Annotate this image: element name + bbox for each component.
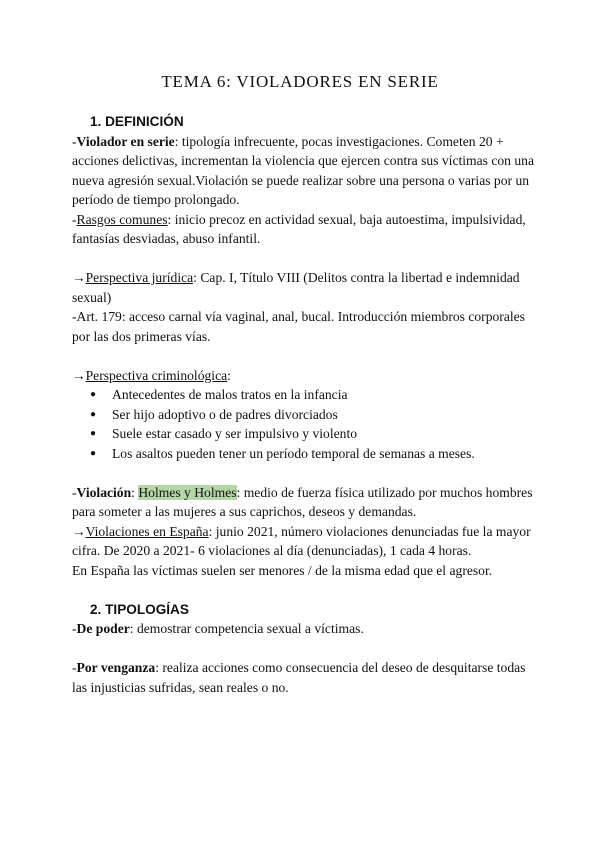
venganza-text: : realiza acciones como consecuencia del deseo de desquitarse todas las injusticias sufridas, sean reales o no. [72, 660, 526, 695]
paragraph-perspectiva-criminologica [72, 366, 534, 386]
term-violacion: Violación [76, 484, 132, 500]
term-rasgos-comunes: Rasgos comunes [76, 211, 168, 227]
dash: - [72, 133, 77, 149]
dash: - [72, 211, 77, 227]
juridica-text: : Cap. I, Título VIII (Delitos contra la libertad e indemnidad sexual) [72, 270, 520, 305]
paragraph-por-venganza [72, 658, 534, 697]
document-title: TEMA 6: VIOLADORES EN SERIE [161, 72, 439, 91]
section-heading-definicion: 1. DEFINICIÓN [90, 114, 184, 129]
list-item: ● Suele estar casado y ser impulsivo y violento [112, 424, 534, 444]
dash: - [72, 484, 77, 500]
paragraph-violaciones-espana [72, 522, 534, 561]
arrow-icon: → [72, 523, 86, 539]
term-perspectiva-criminologica: Perspectiva criminológica [85, 367, 228, 383]
paragraph-art-179: -Art. 179: acceso carnal vía vaginal, anal, bucal. Introducción miembros corporales por las dos primeras vías. [72, 309, 525, 344]
term-de-poder: De poder [76, 621, 130, 636]
separator: : [131, 484, 139, 500]
arrow-icon: → [72, 367, 86, 383]
list-item: ● Los asaltos pueden tener un período temporal de semanas a meses. [112, 444, 534, 464]
list-item: ● Ser hijo adoptivo o de padres divorciados [112, 405, 534, 425]
term-perspectiva-juridica: Perspectiva jurídica [85, 270, 194, 285]
paragraph-violacion [72, 483, 534, 522]
arrow-icon: → [72, 270, 86, 285]
violacion-text: : medio de fuerza física utilizado por muchos hombres para someter a las mujeres a sus caprichos, deseos y demandas. [72, 484, 533, 519]
term-por-venganza: Por venganza [76, 660, 156, 675]
paragraph-violador-en-serie [72, 132, 534, 210]
term-violaciones-espana: Violaciones en España [85, 523, 209, 539]
rasgos-text: : inicio precoz en actividad sexual, baja autoestima, impulsividad, fantasías desviadas, abuso infantil. [72, 211, 526, 246]
criminological-bullet-list [72, 385, 534, 463]
colon: : [227, 367, 231, 383]
paragraph-rasgos-comunes [72, 210, 534, 249]
paragraph-de-poder [72, 619, 534, 639]
section-heading-tipologias: 2. TIPOLOGÍAS [90, 601, 189, 617]
paragraph-perspectiva-juridica [72, 268, 534, 307]
list-item: ● Antecedentes de malos tratos en la infancia [112, 385, 534, 405]
dash: - [72, 660, 77, 675]
term-violador-en-serie: Violador en serie [76, 133, 175, 149]
poder-text: : demostrar competencia sexual a víctimas. [129, 621, 364, 636]
paragraph-victimas: En España las víctimas suelen ser menores / de la misma edad que el agresor. [72, 562, 493, 578]
document-body [72, 112, 534, 697]
definition-text: : tipología infrecuente, pocas investigaciones. Cometen 20 + acciones delictivas, incrementan la violencia que ejercen contra sus víctimas con una nueva agresión sexual.Violación se puede realizar sobre una persona o varias por un período de tiempo prolongado. [72, 133, 534, 207]
highlighted-reference: Holmes y Holmes [138, 484, 237, 500]
espana-text: : junio 2021, número violaciones denunciadas fue la mayor cifra. De 2020 a 2021- 6 violaciones al día (denunciadas), 1 cada 4 horas. [72, 523, 531, 558]
dash: - [72, 621, 77, 636]
